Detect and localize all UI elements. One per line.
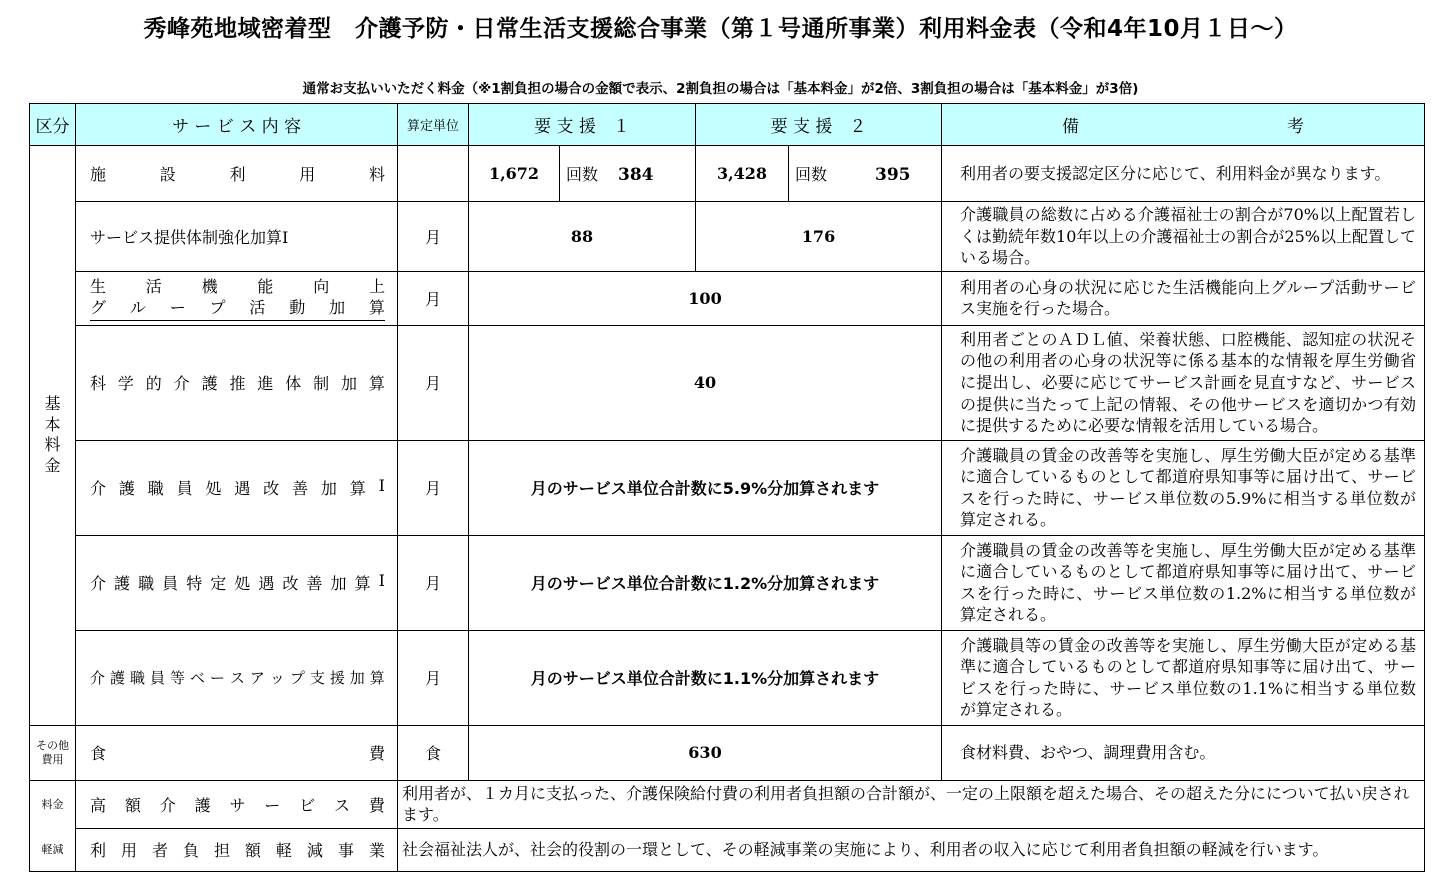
label-char: 向 xyxy=(313,276,330,296)
label-char: 学 xyxy=(117,374,134,394)
label-char: 等 xyxy=(169,669,185,688)
service-facility xyxy=(76,146,398,202)
label-char: 業 xyxy=(368,841,385,861)
label-char: 職 xyxy=(147,479,164,499)
meal-value: 630 xyxy=(469,725,942,780)
unit-facility xyxy=(398,146,469,202)
label-char: 加 xyxy=(341,374,358,394)
label-char: 活 xyxy=(145,276,162,296)
label-char: 設 xyxy=(159,165,176,184)
meal-service xyxy=(76,725,398,780)
base-up-value: 月のサービス単位合計数に1.1%分加算されます xyxy=(469,630,942,725)
header-remarks xyxy=(942,104,1425,146)
label-char: ッ xyxy=(269,669,285,688)
label-char: ス xyxy=(229,669,245,688)
label-char: 体 xyxy=(285,374,302,394)
life-function-service xyxy=(76,271,398,325)
facility-s1-count xyxy=(560,146,696,202)
scientific-value: 40 xyxy=(469,325,942,440)
label-char: 担 xyxy=(213,841,230,861)
reduction-service-label xyxy=(90,838,385,861)
treatment-value: 月のサービス単位合計数に5.9%分加算されます xyxy=(469,440,942,535)
specific-treatment-service xyxy=(76,535,398,630)
label-char: 機 xyxy=(201,276,218,296)
label-char: Ⅰ xyxy=(378,476,385,496)
label-char: 算 xyxy=(349,479,366,499)
label-char: 施 xyxy=(90,165,107,184)
life-function-service-lines xyxy=(90,276,385,321)
label-char: 費 xyxy=(368,795,385,815)
facility-s1-count-value: 384 xyxy=(618,165,654,185)
facility-s1-amount: 1,672 xyxy=(469,146,560,202)
table-row xyxy=(30,828,1425,871)
header-remarks-right: 考 xyxy=(1287,117,1304,137)
facility-s2-count xyxy=(789,146,942,202)
label-char: 遇 xyxy=(234,479,251,499)
label-char: 援 xyxy=(329,669,345,688)
life-function-line2 xyxy=(90,297,385,321)
label-char: 処 xyxy=(234,574,251,594)
label-char: 算 xyxy=(354,574,371,594)
label-char: 能 xyxy=(257,276,274,296)
base-up-service-label xyxy=(90,667,385,688)
label-char: 用 xyxy=(299,165,316,184)
label-char: 算 xyxy=(368,298,385,318)
label-char: 遇 xyxy=(258,574,275,594)
treatment-note: 介護職員の賃金の改善等を実施し、厚生労働大臣が定める基準に適合しているものとして都道府県知事等に届け出て、サービスを行った時に、サービス単位数の5.9%に相当する単位数が算定される。 xyxy=(942,440,1425,535)
header-support1: 要 支 援 １ xyxy=(469,104,696,146)
label-char: プ xyxy=(209,298,226,318)
label-char: 員 xyxy=(176,479,193,499)
label-char: 的 xyxy=(145,374,162,394)
service-system-label: サービス提供体制強化加算Ⅰ xyxy=(76,202,398,272)
label-char: 護 xyxy=(201,374,218,394)
label-char: 支 xyxy=(309,669,325,688)
label-char: 用 xyxy=(120,841,137,861)
header-support2: 要 支 援 ２ xyxy=(696,104,942,146)
label-char: 員 xyxy=(162,574,179,594)
label-char: サ xyxy=(229,795,246,815)
table-row xyxy=(30,630,1425,725)
life-function-unit: 月 xyxy=(398,271,469,325)
category-other-label: その他費用 xyxy=(36,739,69,766)
label-char: 特 xyxy=(186,574,203,594)
facility-s1-count-label: 回数 xyxy=(566,165,599,184)
high-cost-service xyxy=(76,780,398,828)
label-char: 利 xyxy=(229,165,246,184)
label-char: 上 xyxy=(368,276,385,296)
label-char: 加 xyxy=(320,479,337,499)
treatment-service-label xyxy=(90,476,385,499)
label-char: 善 xyxy=(292,479,309,499)
specific-treatment-unit: 月 xyxy=(398,535,469,630)
label-char: 算 xyxy=(368,374,385,394)
scientific-note: 利用者ごとのＡＤＬ値、栄養状態、口腔機能、認知症の状況その他の利用者の心身の状況等に係る基本的な情報を厚生労働省に提出し、必要に応じてサービス計画を見直すなど、サービスの提供に当たって上記の情報、その他サービスを適切かつ有効に提供するために必要な情報を活用している場合。 xyxy=(942,325,1425,440)
label-char: Ⅰ xyxy=(378,571,385,591)
label-char: 加 xyxy=(330,574,347,594)
label-char: 加 xyxy=(349,669,365,688)
label-char: 加 xyxy=(329,298,346,318)
table-row xyxy=(30,325,1425,440)
label-char: 介 xyxy=(90,479,107,499)
specific-treatment-service-label xyxy=(90,571,385,594)
table-row xyxy=(30,725,1425,780)
table-row xyxy=(30,271,1425,325)
header-service: サ ー ビ ス 内 容 xyxy=(76,104,398,146)
label-char: 食 xyxy=(90,744,107,764)
fee-table xyxy=(29,103,1425,872)
label-char: 減 xyxy=(306,841,323,861)
facility-s2-count-value: 395 xyxy=(875,165,911,185)
service-system-unit: 月 xyxy=(398,202,469,272)
label-char: 生 xyxy=(90,276,107,296)
base-up-unit: 月 xyxy=(398,630,469,725)
category-other xyxy=(30,725,76,780)
base-up-note: 介護職員等の賃金の改善等を実施し、厚生労働大臣が定める基準に適合しているものとして都道府県知事等に届け出て、サービスを行った時に、サービス単位数の1.1%に相当する単位数が算定される。 xyxy=(942,630,1425,725)
meal-note: 食材料費、おやつ、調理費用含む。 xyxy=(942,725,1425,780)
scientific-service-label xyxy=(90,371,385,394)
table-row xyxy=(30,780,1425,828)
meal-unit: 食 xyxy=(398,725,469,780)
label-char: 定 xyxy=(210,574,227,594)
service-system-s1: 88 xyxy=(469,202,696,272)
header-unit: 算定単位 xyxy=(398,104,469,146)
label-char: 費 xyxy=(368,744,385,764)
page-title: 秀峰苑地域密着型 介護予防・日常生活支援総合事業（第１号通所事業）利用料金表（令和4年10月１日～） xyxy=(143,16,1298,42)
treatment-unit: 月 xyxy=(398,440,469,535)
label-char: 動 xyxy=(289,298,306,318)
label-char: 護 xyxy=(109,669,125,688)
label-char: 料 xyxy=(368,165,385,184)
specific-treatment-note: 介護職員の賃金の改善等を実施し、厚生労働大臣が定める基準に適合しているものとして都道府県知事等に届け出て、サービスを行った時に、サービス単位数の1.2%に相当する単位数が算定される。 xyxy=(942,535,1425,630)
label-char: 利 xyxy=(90,841,107,861)
scientific-service xyxy=(76,325,398,440)
label-char: 改 xyxy=(282,574,299,594)
label-char: 護 xyxy=(114,574,131,594)
label-char: 介 xyxy=(90,574,107,594)
label-char: 高 xyxy=(90,795,107,815)
category-basic xyxy=(30,146,76,726)
label-char: 護 xyxy=(194,795,211,815)
service-system-s2: 176 xyxy=(696,202,942,272)
base-up-service xyxy=(76,630,398,725)
label-char: 改 xyxy=(263,479,280,499)
label-char: 介 xyxy=(159,795,176,815)
label-char: 算 xyxy=(369,669,385,688)
service-facility-label xyxy=(90,162,385,185)
label-char: ス xyxy=(334,795,351,815)
label-char: 推 xyxy=(229,374,246,394)
label-char: 善 xyxy=(306,574,323,594)
table-row xyxy=(30,146,1425,202)
label-char: グ xyxy=(90,298,107,318)
reduction-service xyxy=(76,828,398,871)
label-char: ー xyxy=(169,298,186,318)
scientific-unit: 月 xyxy=(398,325,469,440)
table-row xyxy=(30,535,1425,630)
category-reduction-top: 料金 xyxy=(30,780,76,828)
label-char: ル xyxy=(129,298,146,318)
category-reduction-bottom: 軽減 xyxy=(30,828,76,871)
high-cost-note: 利用者が、１カ月に支払った、介護保険給付費の利用者負担額の合計額が、一定の上限額を超えた場合、その超えた分にについて払い戻されます。 xyxy=(398,780,1425,828)
label-char: 活 xyxy=(249,298,266,318)
high-cost-service-label xyxy=(90,793,385,816)
category-basic-label: 基本料金 xyxy=(44,393,61,476)
facility-note: 利用者の要支援認定区分に応じて、利用料金が異なります。 xyxy=(942,146,1425,202)
label-char: 者 xyxy=(151,841,168,861)
label-char: 職 xyxy=(129,669,145,688)
label-char: 制 xyxy=(313,374,330,394)
label-char: ー xyxy=(264,795,281,815)
specific-treatment-value: 月のサービス単位合計数に1.2%分加算されます xyxy=(469,535,942,630)
label-char: 護 xyxy=(118,479,135,499)
label-char: ベ xyxy=(189,669,205,688)
label-char: 介 xyxy=(173,374,190,394)
header-category: 区分 xyxy=(30,104,76,146)
label-char: 科 xyxy=(90,374,107,394)
label-char: 処 xyxy=(205,479,222,499)
label-char: 負 xyxy=(182,841,199,861)
reduction-note: 社会福祉法人が、社会的役割の一環として、その軽減事業の実施により、利用者の収入に応じて利用者負担額の軽減を行います。 xyxy=(398,828,1425,871)
life-function-value: 100 xyxy=(469,271,942,325)
meal-service-label xyxy=(90,741,385,764)
life-function-note: 利用者の心身の状況に応じた生活機能向上グループ活動サービス実施を行った場合。 xyxy=(942,271,1425,325)
treatment-service xyxy=(76,440,398,535)
label-char: 事 xyxy=(337,841,354,861)
service-system-note: 介護職員の総数に占める介護福祉士の割合が70%以上配置若しくは勤続年数10年以上の介護福祉士の割合が25%以上配置している場合。 xyxy=(942,202,1425,272)
label-char: 軽 xyxy=(275,841,292,861)
life-function-line1 xyxy=(90,276,385,298)
label-char: ー xyxy=(209,669,225,688)
header-remarks-left: 備 xyxy=(1062,117,1079,137)
label-char: ア xyxy=(249,669,265,688)
page-subtitle: 通常お支払いいただく料金（※1割負担の場合の金額で表示、2割負担の場合は「基本料金」が2倍、3割負担の場合は「基本料金」が3倍) xyxy=(302,81,1139,97)
label-char: 介 xyxy=(90,669,106,688)
label-char: プ xyxy=(289,669,305,688)
label-char: 額 xyxy=(244,841,261,861)
label-char: 額 xyxy=(124,795,141,815)
label-char: 進 xyxy=(257,374,274,394)
facility-s2-amount: 3,428 xyxy=(696,146,789,202)
label-char: ビ xyxy=(299,795,316,815)
label-char: 職 xyxy=(138,574,155,594)
table-header-row xyxy=(30,104,1425,146)
facility-s2-count-label: 回数 xyxy=(795,165,828,184)
table-row xyxy=(30,202,1425,272)
label-char: 員 xyxy=(149,669,165,688)
table-row xyxy=(30,440,1425,535)
